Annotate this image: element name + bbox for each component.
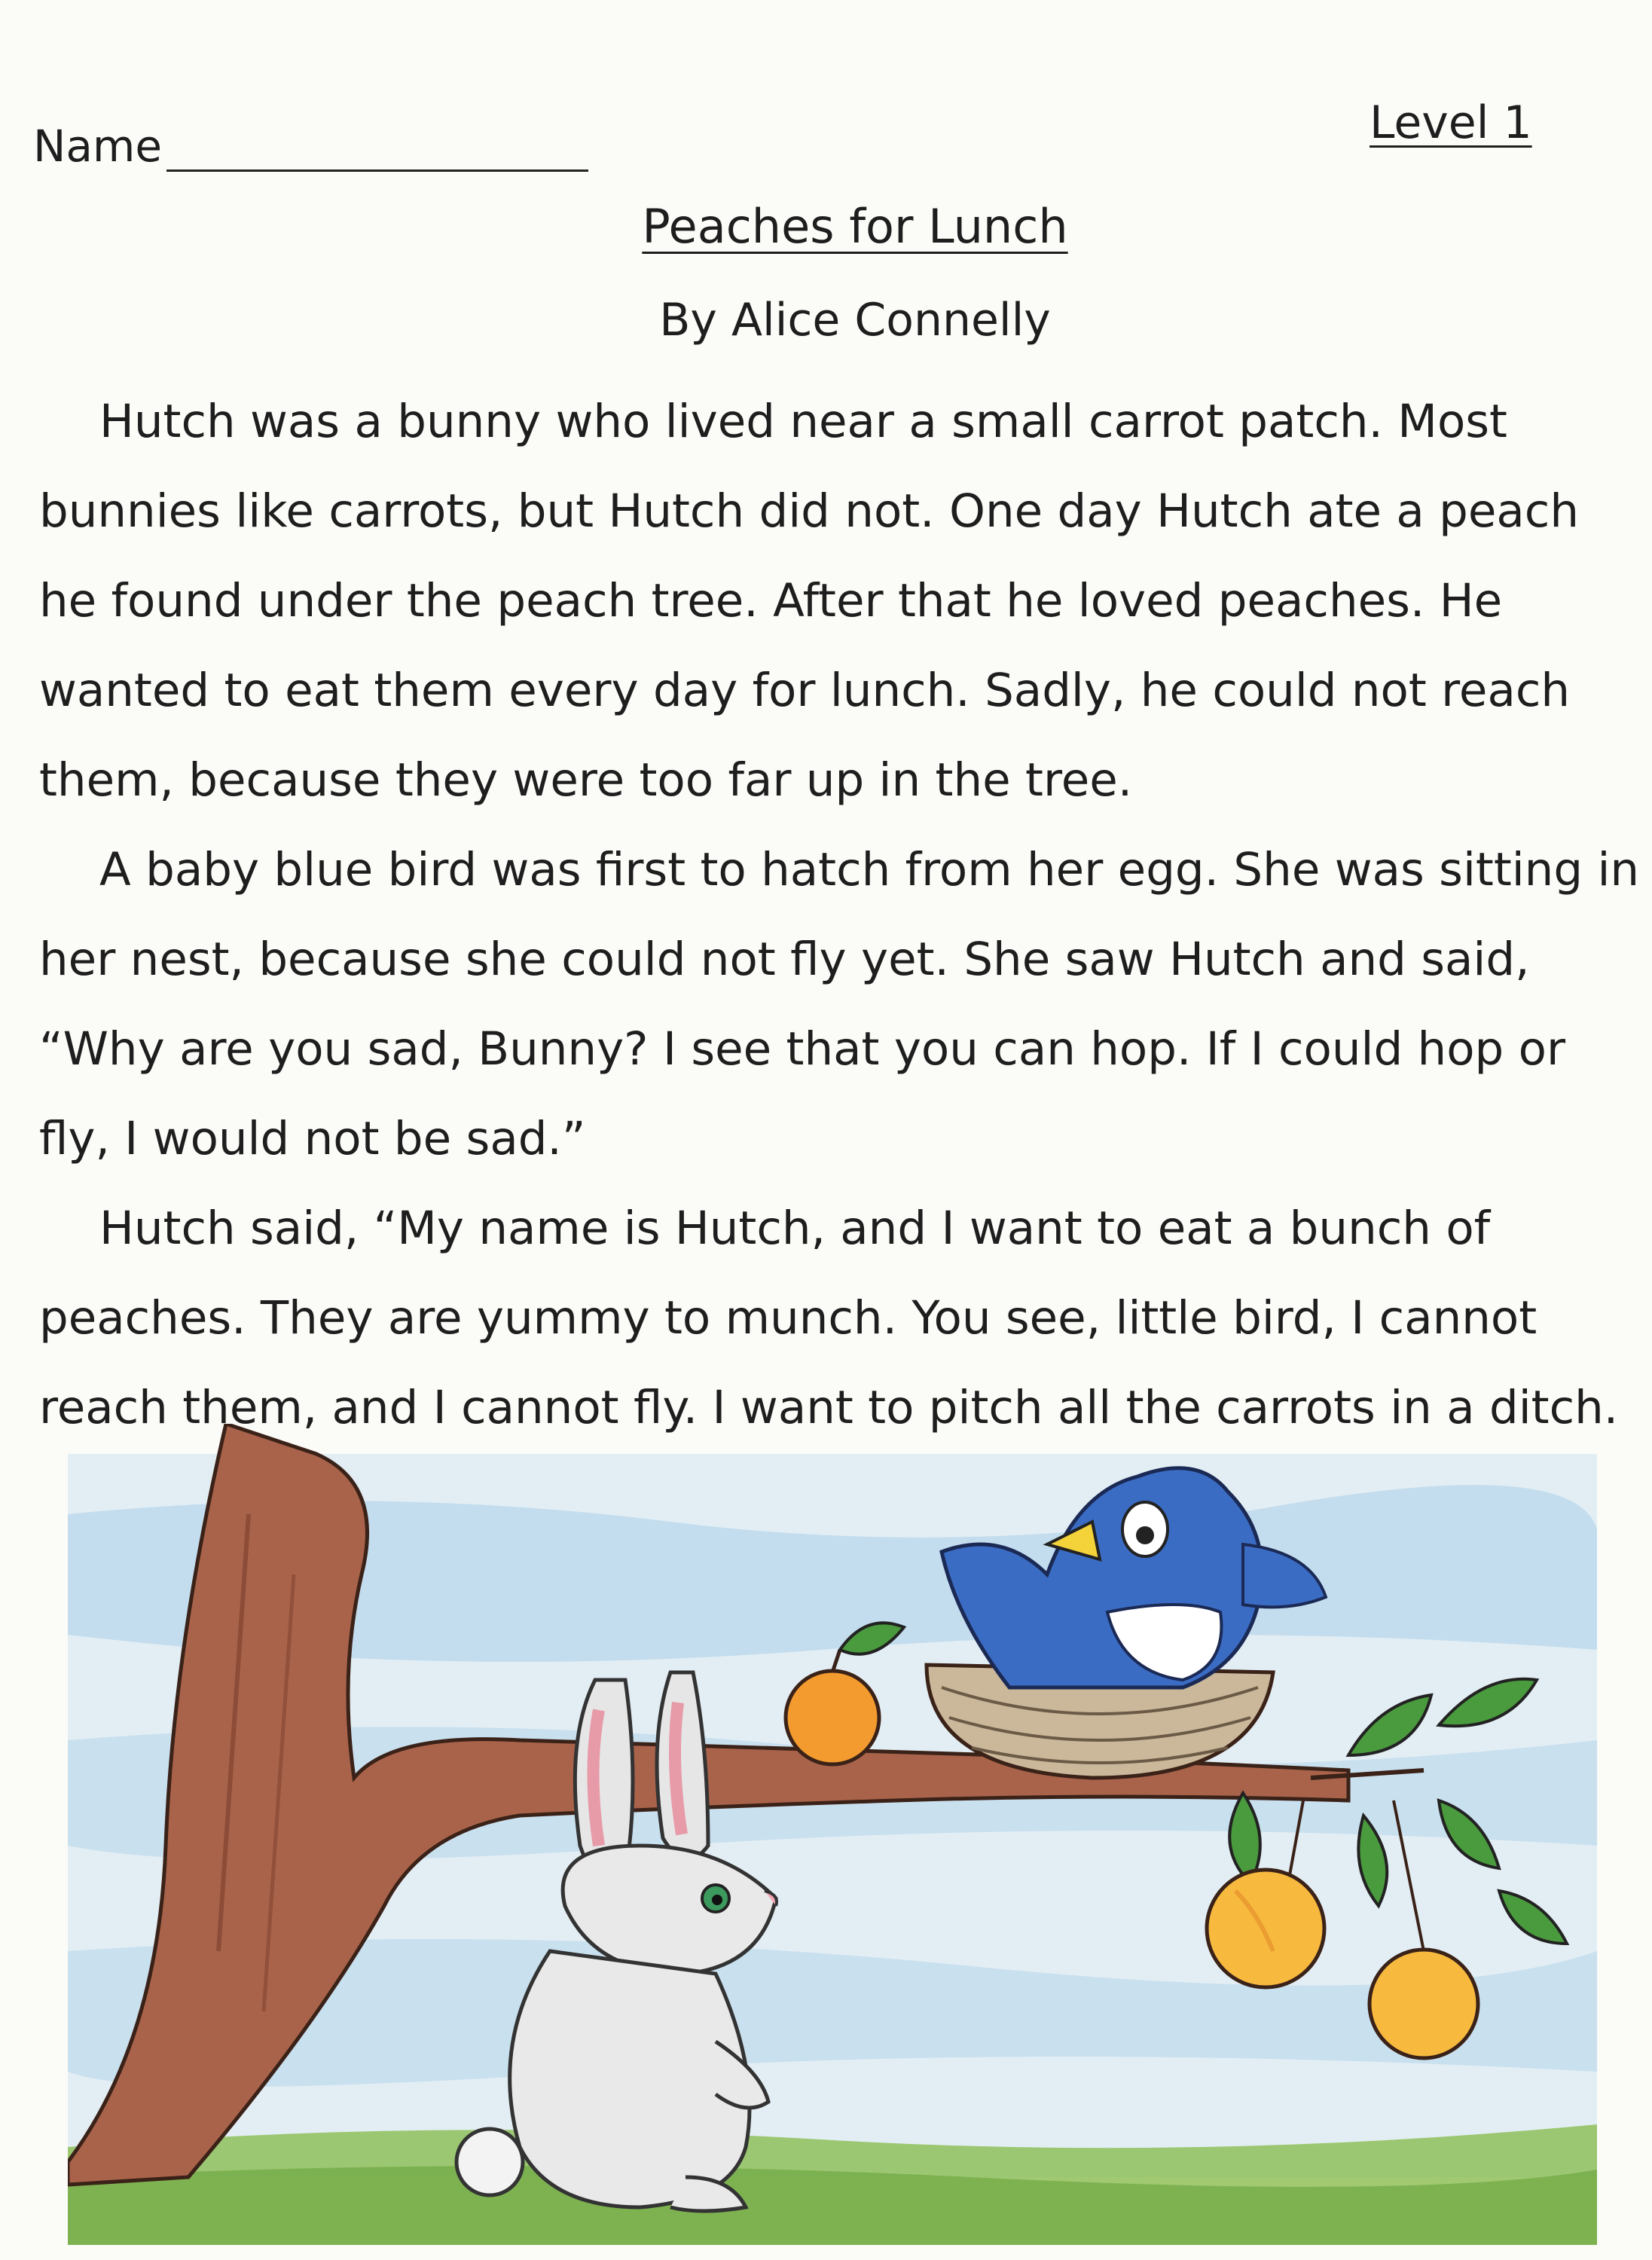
bunny-tail xyxy=(457,2129,523,2195)
story-line: Hutch was a bunny who lived near a small carrot patch. Most xyxy=(99,395,1507,448)
story-line: her nest, because she could not fly yet. She saw Hutch and said, xyxy=(39,933,1530,986)
story-line: reach them, and I cannot fly. I want to pitch all the carrots in a ditch. xyxy=(39,1381,1619,1434)
peach-icon xyxy=(1207,1870,1324,1987)
story-line: he found under the peach tree. After that he loved peaches. He xyxy=(39,574,1503,628)
story-line: wanted to eat them every day for lunch. Sadly, he could not reach xyxy=(39,664,1571,717)
story-line: bunnies like carrots, but Hutch did not. One day Hutch ate a peach xyxy=(39,484,1580,538)
name-field xyxy=(33,121,588,172)
story-line: Hutch said, “My name is Hutch, and I want to eat a bunch of xyxy=(99,1202,1491,1255)
story-line: peaches. They are yummy to munch. You see, little bird, I cannot xyxy=(39,1291,1537,1345)
level-label: Level 1 xyxy=(1370,96,1532,149)
grass xyxy=(68,2124,1597,2245)
story-line: fly, I would not be sad.” xyxy=(39,1112,586,1165)
name-label: Name xyxy=(33,121,163,172)
story-line: them, because they were too far up in the tree. xyxy=(39,753,1133,807)
peach-icon xyxy=(1370,1950,1478,2058)
story-author: By Alice Connelly xyxy=(659,294,1051,347)
story-illustration xyxy=(68,1424,1597,2245)
story-line: A baby blue bird was first to hatch from her egg. She was sitting in xyxy=(99,843,1640,896)
story-line: “Why are you sad, Bunny? I see that you can hop. If I could hop or xyxy=(39,1022,1566,1076)
name-blank-line[interactable] xyxy=(166,130,588,172)
story-text xyxy=(39,377,1640,1452)
story-title: Peaches for Lunch xyxy=(642,199,1068,254)
